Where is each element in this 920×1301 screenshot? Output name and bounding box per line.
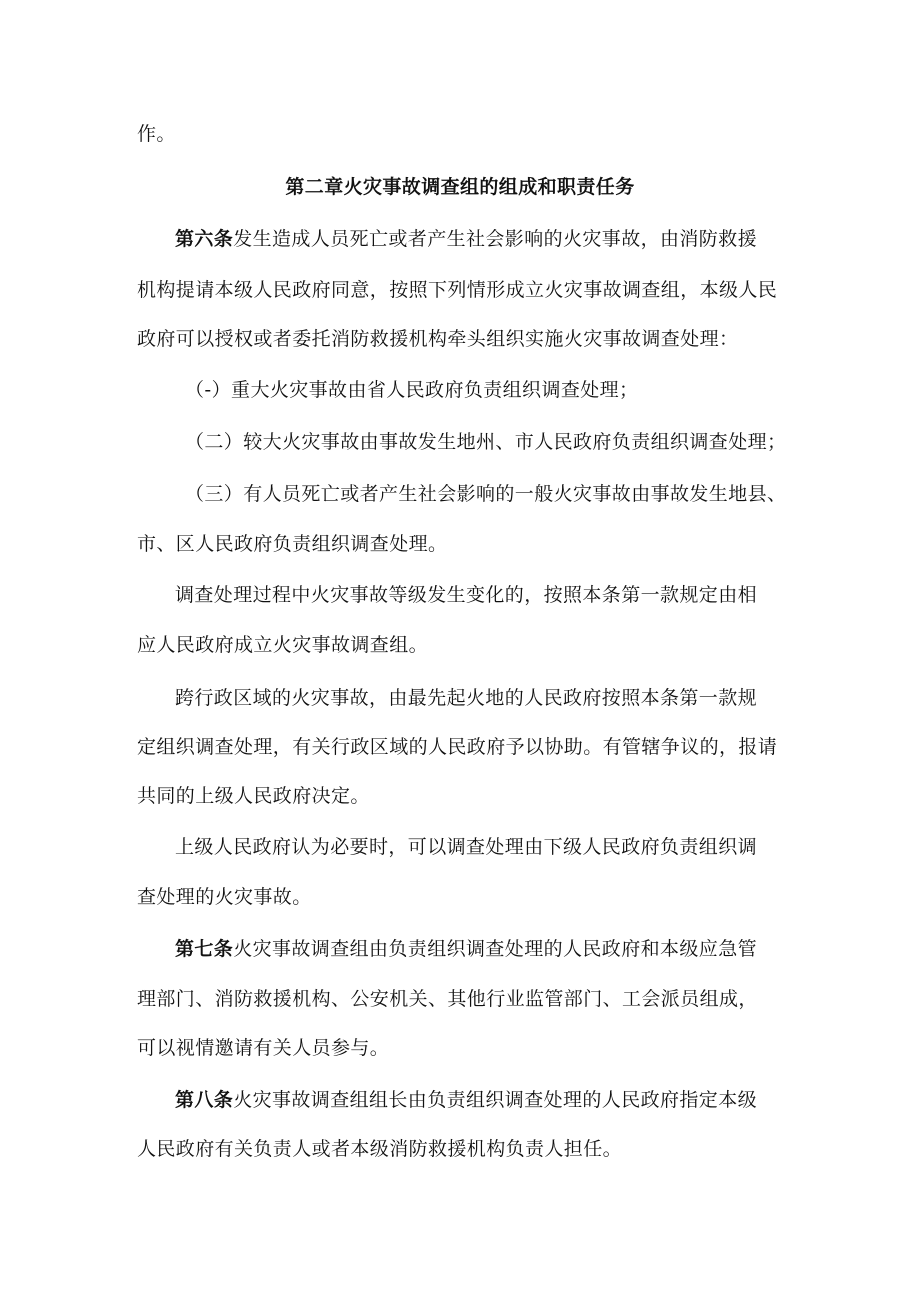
list-item-3: （三）有人员死亡或者产生社会影响的一般火灾事故由事故发生地县、 bbox=[185, 483, 787, 505]
chapter-heading: 第二章火灾事故调查组的组成和职责任务 bbox=[285, 176, 635, 198]
text-line: 共同的上级人民政府决定。 bbox=[137, 785, 370, 807]
list-item-1: （-）重大火灾事故由省人民政府负责组织调查处理； bbox=[185, 379, 639, 401]
article-8-label: 第八条 bbox=[175, 1089, 234, 1111]
text-line: 机构提请本级人民政府同意，按照下列情形成立火灾事故调查组，本级人民 bbox=[137, 279, 778, 301]
article-6-label: 第六条 bbox=[175, 228, 234, 250]
text-line: 人民政府有关负责人或者本级消防救援机构负责人担任。 bbox=[137, 1138, 623, 1160]
text-line: 上级人民政府认为必要时，可以调查处理由下级人民政府负责组织调 bbox=[175, 836, 758, 858]
text-line: 理部门、消防救援机构、公安机关、其他行业监管部门、工会派员组成， bbox=[137, 988, 758, 1010]
text-line: 应人民政府成立火灾事故调查组。 bbox=[137, 634, 429, 656]
text-line: 调查处理过程中火灾事故等级发生变化的，按照本条第一款规定由相 bbox=[175, 584, 758, 606]
article-7-label: 第七条 bbox=[175, 938, 234, 960]
text-line: 查处理的火灾事故。 bbox=[137, 886, 312, 908]
text-line: 可以视情邀请有关人员参与。 bbox=[137, 1037, 390, 1059]
article-8-paragraph bbox=[175, 1087, 835, 1113]
text-line: 市、区人民政府负责组织调查处理。 bbox=[137, 533, 448, 555]
article-6-paragraph bbox=[175, 226, 835, 252]
text-line: 发生造成人员死亡或者产生社会影响的火灾事故，由消防救援 bbox=[233, 228, 758, 250]
text-line: 政府可以授权或者委托消防救援机构牵头组织实施火灾事故调查处理： bbox=[137, 328, 739, 350]
list-item-2: （二）较大火灾事故由事故发生地州、市人民政府负责组织调查处理； bbox=[185, 431, 787, 453]
text-line: 定组织调查处理，有关行政区域的人民政府予以协助。有管辖争议的，报请 bbox=[137, 736, 778, 758]
article-7-paragraph bbox=[175, 936, 835, 962]
text-line: 火灾事故调查组组长由负责组织调查处理的人民政府指定本级 bbox=[233, 1089, 758, 1111]
text-line: 作。 bbox=[137, 123, 176, 145]
text-line: 跨行政区域的火灾事故，由最先起火地的人民政府按照本条第一款规 bbox=[175, 687, 758, 709]
text-line: 火灾事故调查组由负责组织调查处理的人民政府和本级应急管 bbox=[233, 938, 758, 960]
